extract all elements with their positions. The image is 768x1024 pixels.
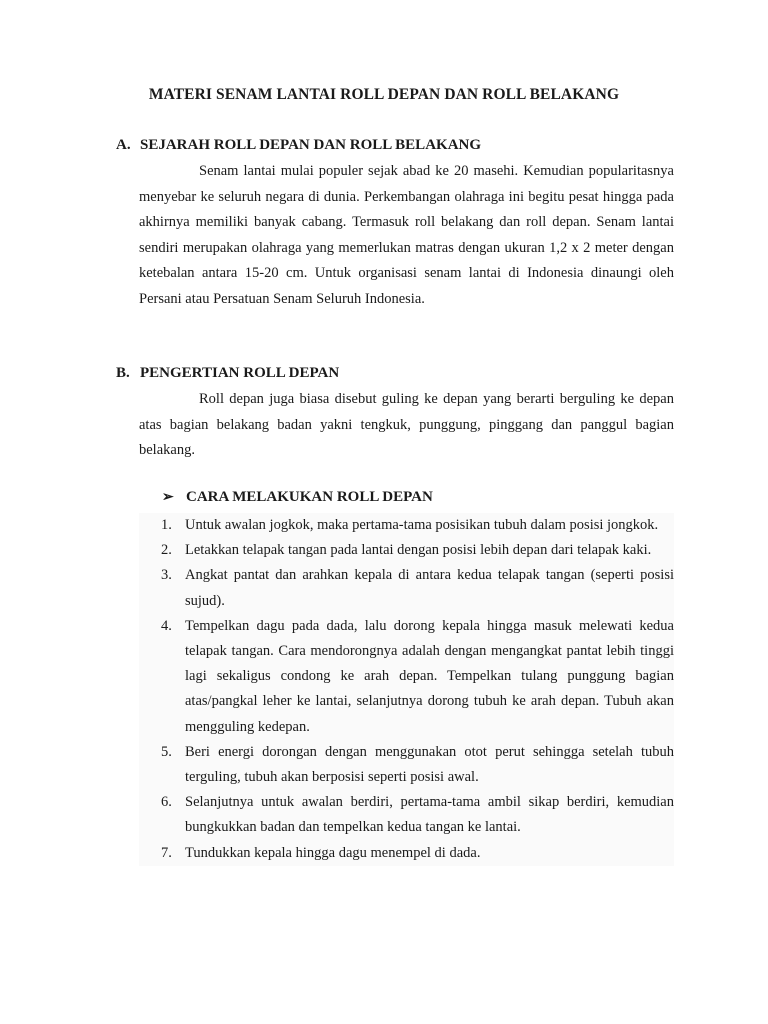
document-title: MATERI SENAM LANTAI ROLL DEPAN DAN ROLL BELAKANG [148, 86, 620, 103]
section-b-heading [116, 365, 339, 382]
section-a-title: SEJARAH ROLL DEPAN DAN ROLL BELAKANG [140, 137, 482, 153]
list-item [139, 790, 674, 840]
section-b-text: Roll depan juga biasa disebut guling ke depan yang berarti berguling ke depan atas bagian belakang badan yakni tengkuk, punggung, pinggang dan panggul bagian belakang. [139, 391, 674, 459]
step-number: 4. [161, 617, 172, 634]
arrow-bullet-icon: ➢ [162, 490, 174, 505]
section-b-title: PENGERTIAN ROLL DEPAN [140, 365, 340, 381]
step-number: 3. [161, 567, 172, 584]
step-text: Angkat pantat dan arahkan kepala di antara kedua telapak tangan (seperti posisi sujud). [185, 567, 674, 609]
list-item [139, 563, 674, 613]
step-number: 6. [161, 794, 172, 811]
section-b-letter: B. [116, 365, 130, 381]
step-number: 2. [161, 542, 172, 559]
step-text: Beri energi dorongan dengan menggunakan otot perut sehingga setelah tubuh terguling, tubuh akan berposisi seperti posisi awal. [185, 743, 674, 786]
list-item [139, 538, 674, 563]
procedure-steps-list [139, 513, 674, 866]
step-text: Tundukkan kepala hingga dagu menempel di dada. [185, 844, 481, 861]
step-number: 1. [161, 517, 172, 533]
step-text: Selanjutnya untuk awalan berdiri, pertama-tama ambil sikap berdiri, kemudian bungkukkan badan dan tempelkan kedua tangan ke lantai. [185, 794, 674, 836]
section-a-letter: A. [116, 137, 131, 153]
step-number: 7. [161, 844, 172, 861]
procedure-title: CARA MELAKUKAN ROLL DEPAN [186, 489, 433, 505]
step-number: 5. [161, 743, 172, 760]
section-a-text: Senam lantai mulai populer sejak abad ke 20 masehi. Kemudian popularitasnya menyebar ke seluruh negara di dunia. Perkembangan olahraga ini begitu pesat hingga pada akhirnya memiliki banyak cabang. Termasuk roll belakang dan roll depan. Senam lantai sendiri merupakan olahraga yang memerlukan matras dengan ukuran 1,2 x 2 meter dengan ketebalan antara 15-20 cm. Untuk organisasi senam lantai di Indonesia dinaungi oleh Persani atau Persatuan Senam Seluruh Indonesia. [139, 163, 674, 307]
list-item [139, 841, 674, 866]
list-item [139, 740, 674, 790]
list-item [139, 614, 674, 740]
list-item [139, 513, 674, 538]
section-a-paragraph [139, 159, 674, 313]
section-a-heading [116, 137, 481, 154]
step-text: Tempelkan dagu pada dada, lalu dorong kepala hingga masuk melewati kedua telapak tangan. Cara mendorongnya adalah dengan mengangkat pantat lebih tinggi lagi sekaligus condong ke arah depan. Tempelkan tulang punggung bagian atas/pangkal leher ke lantai, selanjutnya dorong tubuh ke arah depan. Tubuh akan mengguling kedepan. [185, 617, 674, 735]
section-b-paragraph [139, 387, 674, 464]
step-text: Untuk awalan jogkok, maka pertama-tama posisikan tubuh dalam posisi jongkok. [185, 517, 659, 533]
step-text: Letakkan telapak tangan pada lantai dengan posisi lebih depan dari telapak kaki. [185, 542, 652, 559]
procedure-heading [162, 489, 433, 506]
